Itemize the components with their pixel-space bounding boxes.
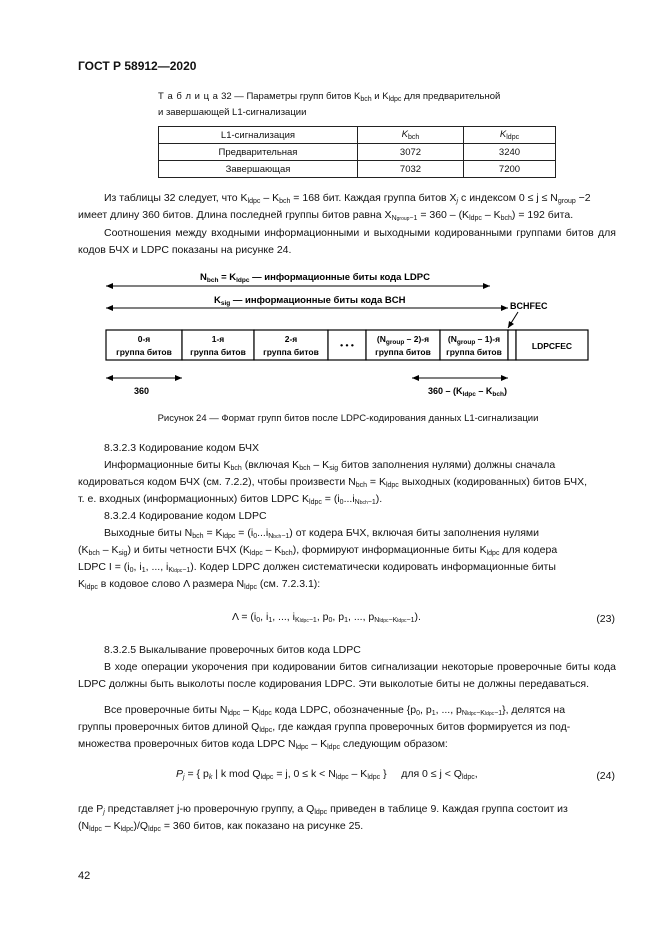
bit-group-boxes	[106, 330, 588, 360]
bit-group-label-2: группа битов	[446, 347, 502, 357]
equation-23-number: (23)	[596, 613, 615, 625]
top-label: $N_{bch} = K_{ldpc}$ — информационные биты кода LDPC	[200, 272, 430, 284]
s8325-line-p2: Все проверочные биты $N_{ldpc} - K_{ldpc}$ кода LDPC, обозначенные {$p_0$, $p_1$, ..., $p_{Nldpc-Kldpc-1}$}, делятся на	[104, 704, 566, 717]
bit-group-label-2: группа битов	[190, 347, 246, 357]
equation-23: $\Lambda = (i_0$, $i_1$, ..., $i_{Kldpc-1}$, $p_0$, $p_1$, ..., $p_{Nldpc-Kldpc-1}$).	[232, 611, 421, 624]
ldpcfec-label: LDPCFEC	[531, 341, 573, 351]
table-header-cell: $K_{ldpc}$	[464, 127, 556, 144]
section-8324-title: 8.3.2.4 Кодирование кодом LDPC	[104, 510, 267, 522]
equation-24-number: (24)	[596, 770, 615, 782]
bit-group-label: • • •	[340, 340, 354, 350]
s8323-line3: т. е. входных (информационных) битов LDPC $K_{ldpc} = (i_0...i_{Nbch-1})$.	[78, 493, 383, 506]
table-caption-and: и K	[371, 91, 389, 102]
bit-group-label-2: группа битов	[375, 347, 431, 357]
bit-group-label: $(N_{group} - 1)-я$	[447, 334, 501, 346]
para2: Соотношения между входными информационными и выходными кодированными группами битов для кодов БЧХ и LDPC показаны на рисунке 24.	[78, 227, 616, 256]
table-caption-line2: и завершающей L1-сигнализации	[158, 107, 307, 118]
s8324-line3: LDPC $I = (i_0$, $i_1$, ..., $i_{Kldpc-1}$). Кодер LDPC должен систематически кодировать информационные биты	[78, 561, 556, 574]
bit-group-label: 1-я	[211, 334, 225, 344]
final-line2: $(N_{ldpc} - K_{ldpc})/Q_{ldpc} = 360$ битов, как показано на рисунке 25.	[78, 820, 364, 833]
table-header-cell: L1-сигнализация	[159, 127, 358, 144]
table-caption-text: 32 — Параметры групп битов K	[221, 91, 361, 102]
bit-group-label: 0-я	[137, 334, 151, 344]
sub-ldpc: ldpc	[388, 96, 402, 103]
sub-bch: bch	[360, 96, 372, 103]
bit-group-label: $(N_{group} - 2)-я$	[376, 334, 430, 346]
bit-group-label: 2-я	[284, 334, 298, 344]
bit-group-label-2: группа битов	[116, 347, 172, 357]
bchfec-label: BCHFEC	[510, 301, 548, 311]
s8323-line1: Информационные биты $K_{bch}$ (включая $K_{bch} - K_{sig}$ битов заполнения нулями) должны сначала	[104, 459, 556, 472]
table-row	[159, 161, 556, 178]
s8324-line1: Выходные биты $N_{bch} = K_{ldpc} = (i_0...i_{Nbch-1})$ от кодера БЧХ, включая биты заполнения нулями	[104, 527, 540, 540]
table-cell: Завершающая	[159, 161, 358, 178]
table-header-cell: $K_{bch}$	[358, 127, 464, 144]
table-cell: Предварительная	[159, 144, 358, 161]
measure-last: $360 - (K_{ldpc} - K_{bch})$	[428, 386, 507, 398]
document-header: ГОСТ Р 58912—2020	[78, 59, 197, 73]
figure-24	[78, 268, 618, 410]
parameters-table	[158, 126, 556, 178]
table-cell: 3240	[464, 144, 556, 161]
measure-360: 360	[134, 386, 150, 396]
para1-line1: Из таблицы 32 следует, что $K_{ldpc} - K_{bch} = 168$ бит. Каждая группа битов $X_j$ с индексом $0 \le j \le N_{group} -2$	[104, 192, 591, 205]
section-8323-title: 8.3.2.3 Кодирование кодом БЧХ	[104, 442, 259, 454]
page-number: 42	[78, 870, 91, 882]
table-cell: 3072	[358, 144, 464, 161]
s8325-line-p3: группы проверочных битов длиной $Q_{ldpc}$, где каждая группа проверочных битов формируется из под-	[78, 721, 571, 734]
s8324-line4: $K_{ldpc}$ в кодовое слово Λ размера $N_{ldpc}$ (см. 7.2.3.1):	[78, 578, 321, 591]
table-row	[159, 144, 556, 161]
table-cell: 7032	[358, 161, 464, 178]
mid-label: $K_{sig}$ — информационные биты кода BCH	[214, 295, 406, 307]
table-caption-tail: для предварительной	[401, 91, 501, 102]
final-line1: где $P_j$ представляет j-ю проверочную группу, а $Q_{ldpc}$ приведен в таблице 9. Каждая группа состоит из	[78, 803, 568, 816]
equation-24: $P_j$ = { $p_k$ | k mod $Q_{ldpc} = j$, $0 \le k < N_{ldpc} - K_{ldpc}$ } для $0 \le j < Q_{ldpc}$,	[176, 768, 478, 781]
s8325-para1: В ходе операции укорочения при кодировании битов сигнализации некоторые проверочные биты кода LDPC должны быть выколоты после кодирования LDPC. Эти выколотые биты не должны передаваться.	[78, 661, 616, 690]
figure-caption: Рисунок 24 — Формат групп битов после LDPC-кодирования данных L1-сигнализации	[157, 413, 539, 424]
table-caption	[158, 90, 578, 119]
bit-group-label-2: группа битов	[263, 347, 319, 357]
para1-line2: имеет длину 360 битов. Длина последней группы битов равна $X_{Ngroup-1} = 360 - (K_{ldpc} - K_{bch}) = 192$ бита.	[78, 209, 574, 222]
table-header-row	[159, 127, 556, 144]
s8323-line2: кодироваться кодом БЧХ (см. 7.2.2), чтобы произвести $N_{bch} = K_{ldpc}$ выходных (кодированных) битов БЧХ,	[78, 476, 588, 489]
table-cell: 7200	[464, 161, 556, 178]
section-8325-title: 8.3.2.5 Выкалывание проверочных битов кода LDPC	[104, 644, 361, 656]
table-caption-prefix: Т а б л и ц а	[158, 91, 219, 102]
bchfec-box	[508, 330, 516, 360]
s8325-line-p4: множества проверочных битов кода LDPC $N_{ldpc} - K_{ldpc}$ следующим образом:	[78, 738, 448, 751]
s8324-line2: $(K_{bch} - K_{sig})$ и биты четности БЧХ $(K_{ldpc} - K_{bch})$, формируют информационные биты $K_{ldpc}$ для кодера	[78, 544, 558, 557]
